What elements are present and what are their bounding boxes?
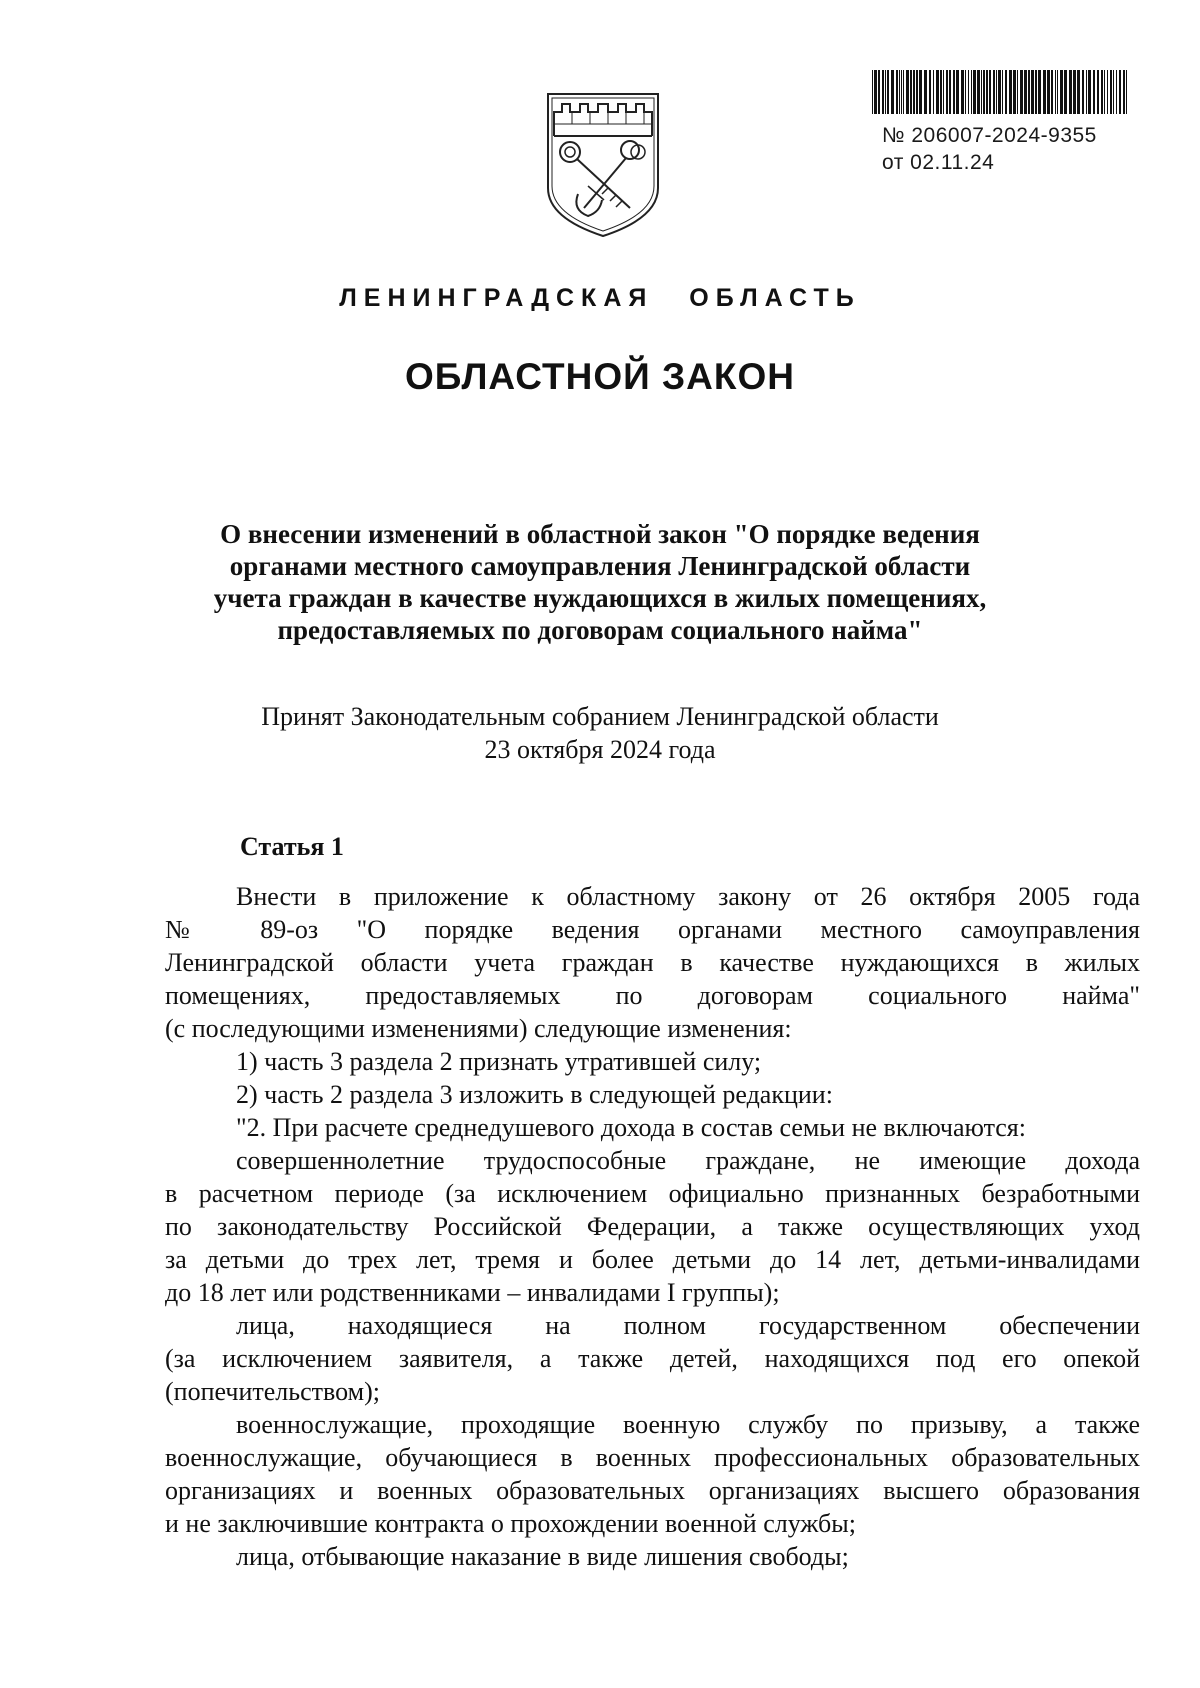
body-line: до 18 лет или родственниками – инвалидами I группы); bbox=[165, 1278, 780, 1307]
body-line: в расчетном периоде (за исключением официально признанных безработными bbox=[165, 1179, 1140, 1208]
body-line: военнослужащие, обучающиеся в военных профессиональных образовательных bbox=[165, 1443, 1140, 1472]
law-title bbox=[150, 518, 1050, 646]
document-type-heading: ОБЛАСТНОЙ ЗАКОН bbox=[405, 356, 795, 397]
body-line: лица, отбывающие наказание в виде лишения свободы; bbox=[236, 1542, 849, 1571]
barcode bbox=[872, 70, 1130, 114]
body-line: совершеннолетние трудоспособные граждане, не имеющие дохода bbox=[236, 1146, 1140, 1175]
body-line: военнослужащие, проходящие военную службу по призыву, а также bbox=[236, 1410, 1140, 1439]
law-title-line: учета граждан в качестве нуждающихся в жилых помещениях, bbox=[213, 583, 987, 613]
body-line: 1) часть 3 раздела 2 признать утратившей силу; bbox=[236, 1047, 762, 1076]
body-line: (попечительством); bbox=[165, 1377, 380, 1406]
body-line: (с последующими изменениями) следующие изменения: bbox=[165, 1014, 792, 1043]
body-line: 2) часть 2 раздела 3 изложить в следующей редакции: bbox=[236, 1080, 833, 1109]
body-line: лица, находящиеся на полном государственном обеспечении bbox=[236, 1311, 1140, 1340]
law-title-line: О внесении изменений в областной закон "О порядке ведения bbox=[220, 519, 980, 549]
body-line: Ленинградской области учета граждан в качестве нуждающихся в жилых bbox=[165, 948, 1140, 977]
body-line: № 89-оз "О порядке ведения органами местного самоуправления bbox=[165, 915, 1140, 944]
registration-date: от 02.11.24 bbox=[882, 151, 995, 174]
coat-of-arms-icon bbox=[542, 90, 664, 238]
article-heading: Статья 1 bbox=[240, 832, 344, 861]
region-heading: ЛЕНИНГРАДСКАЯ ОБЛАСТЬ bbox=[339, 284, 861, 312]
body-line: организациях и военных образовательных организациях высшего образования bbox=[165, 1476, 1140, 1505]
body-line: помещениях, предоставляемых по договорам социального найма" bbox=[165, 981, 1140, 1010]
body-line: Внести в приложение к областному закону от 26 октября 2005 года bbox=[236, 882, 1140, 911]
body-line: "2. При расчете среднедушевого дохода в состав семьи не включаются: bbox=[236, 1113, 1026, 1142]
adoption-line: Принят Законодательным собранием Ленинградской области bbox=[261, 702, 939, 731]
adoption-line: 23 октября 2024 года bbox=[484, 735, 716, 764]
body-line: (за исключением заявителя, а также детей, находящихся под его опекой bbox=[165, 1344, 1140, 1373]
law-title-line: предоставляемых по договорам социального найма" bbox=[277, 615, 923, 645]
body-line: по законодательству Российской Федерации, а также осуществляющих уход bbox=[165, 1212, 1140, 1241]
law-title-line: органами местного самоуправления Ленинградской области bbox=[229, 551, 971, 581]
body-line: за детьми до трех лет, тремя и более детьми до 14 лет, детьми-инвалидами bbox=[165, 1245, 1140, 1274]
body-line: и не заключившие контракта о прохождении военной службы; bbox=[165, 1509, 856, 1538]
adoption-note bbox=[150, 700, 1050, 766]
registration-number: № 206007-2024-9355 bbox=[882, 124, 1097, 147]
